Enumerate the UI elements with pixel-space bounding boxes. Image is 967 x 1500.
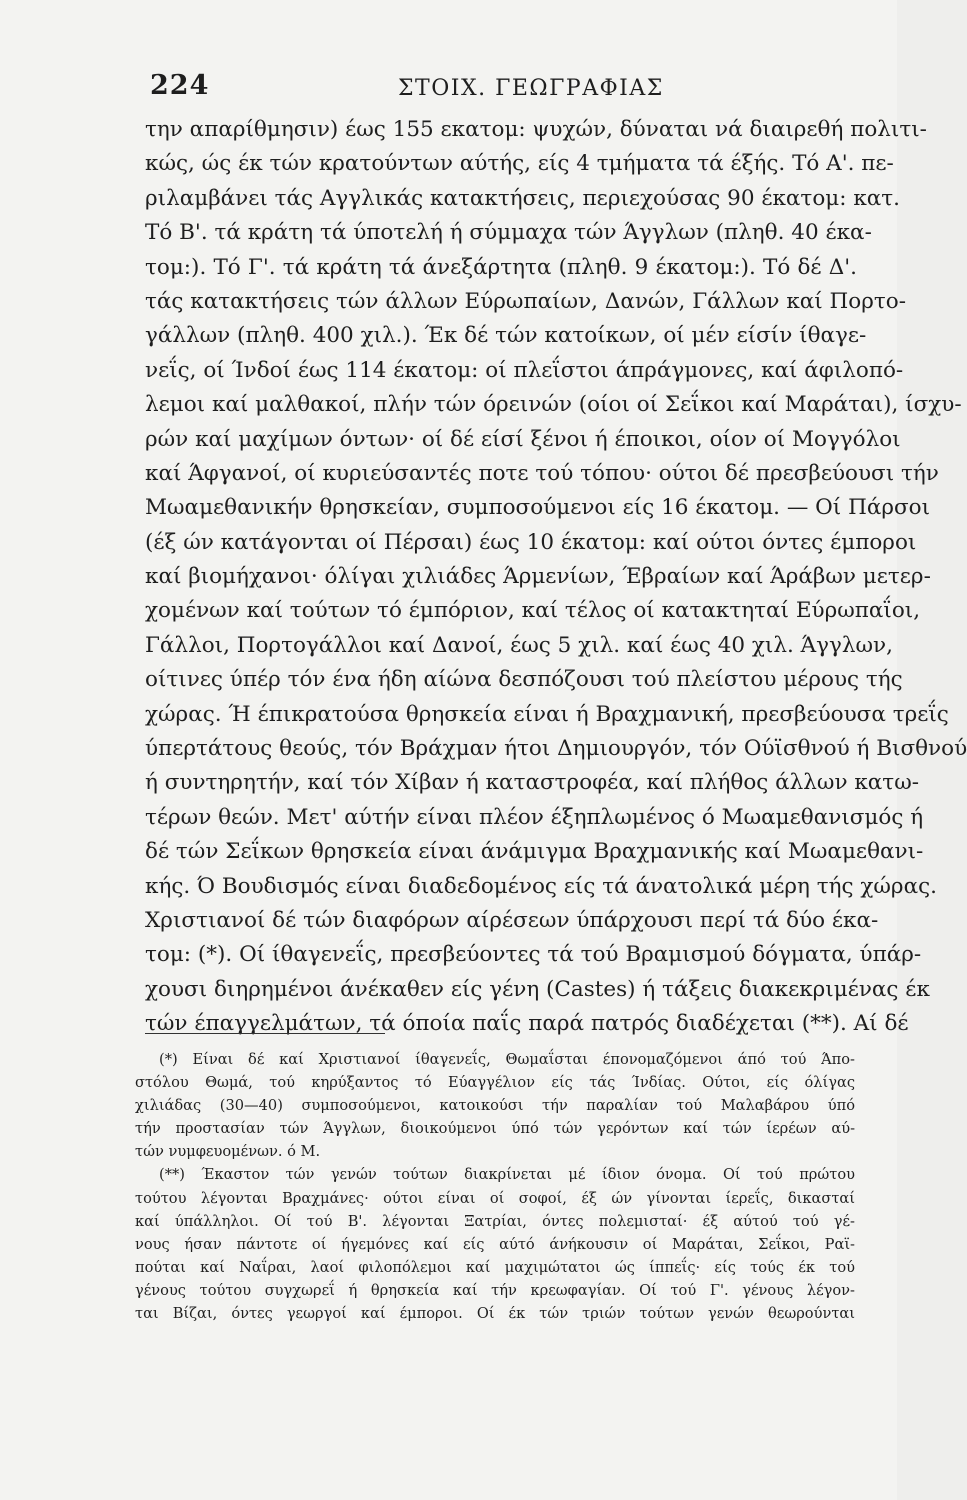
footnote-line: (*) Είναι δέ καί Χριστιανοί ίθαγενεΐς, Θωμαΐσται έπονομαζόμενοι άπό τού Άπο- [159, 1051, 855, 1068]
footnotes [135, 1048, 855, 1325]
text-line: Γάλλοι, Πορτογάλλοι καί Δανοί, έως 5 χιλ. καί έως 40 χιλ. Άγγλων, [145, 632, 893, 658]
footnote-line: πούται καί Ναΐραι, λαοί φιλοπόλεμοι καί μαχιμώτατοι ώς ίππεΐς· είς τούς έκ τού [135, 1258, 855, 1276]
page-number: 224 [150, 70, 210, 101]
text-line: (έξ ών κατάγονται οί Πέρσαι) έως 10 έκατομ: καί ούτοι όντες έμποροι [145, 529, 917, 555]
text-line: τομ:). Τό Γ'. τά κράτη τά άνεξάρτητα (πληθ. 9 έκατομ:). Τό δέ Δ'. [145, 254, 857, 280]
text-line: καί βιομήχανοι· όλίγαι χιλιάδες Άρμενίων, Έβραίων καί Άράβων μετερ- [145, 564, 931, 590]
text-line: την απαρίθμησιν) έως 155 εκατομ: ψυχών, δύναται νά διαιρεθή πολιτι- [145, 117, 927, 142]
footnote-line: γένους τούτου συγχωρεΐ ή θρησκεία καί τήν κρεωφαγίαν. Οί τού Γ'. γένους λέγον- [135, 1281, 855, 1299]
footnote-2 [135, 1163, 855, 1325]
footnote-line: τούτου λέγονται Βραχμάνες· ούτοι είναι οί σοφοί, έξ ών γίνονται ίερεΐς, δικασταί [135, 1189, 855, 1207]
text-line: κής. Ό Βουδισμός είναι διαδεδομένος είς τά άνατολικά μέρη τής χώρας. [145, 873, 937, 899]
text-line: χουσι διηρημένοι άνέκαθεν είς γένη (Castes) ή τάξεις διακεκριμένας έκ [145, 976, 930, 1002]
text-line: δέ τών Σεΐκων θρησκεία είναι άνάμιγμα Βραχμανικής καί Μωαμεθανι- [145, 839, 924, 865]
footnote-line: τών νυμφευομένων. ό Μ. [135, 1143, 321, 1161]
footnote-line: ται Βίζαι, όντες γεωργοί καί έμποροι. Οί έκ τών τριών τούτων γενών θεωρούνται [135, 1305, 855, 1323]
text-line: Χριστιανοί δέ τών διαφόρων αίρέσεων ύπάρχουσι περί τά δύο έκα- [145, 907, 879, 933]
text-line: τέρων θεών. Μετ' αύτήν είναι πλέον έξηπλωμένος ό Μωαμεθανισμός ή [145, 804, 924, 830]
text-line: τών έπαγγελμάτων, τά όποία παΐς παρά πατρός διαδέχεται (**). Αί δέ [145, 1011, 909, 1037]
text-line: οίτινες ύπέρ τόν ένα ήδη αίώνα δεσπόζουσι τού πλείστου μέρους τής [145, 667, 903, 693]
text-line: χώρας. Ή έπικρατούσα θρησκεία είναι ή Βραχμανική, πρεσβεύουσα τρεΐς [145, 701, 949, 727]
text-line: ρών καί μαχίμων όντων· οί δέ είσί ξένοι ή έποικοι, οίον οί Μογγόλοι [145, 426, 901, 452]
text-line: λεμοι καί μαλθακοί, πλήν τών όρεινών (οίοι οί Σεΐκοι καί Μαράται), ίσχυ- [145, 392, 962, 418]
page-header [150, 70, 850, 110]
footnote-line: χιλιάδας (30—40) συμποσούμενοι, κατοικούσι τήν παραλίαν τού Μαλαβάρου ύπό [135, 1097, 855, 1115]
footnote-line: καί ύπάλληλοι. Οί τού Β'. λέγονται Ξατρίαι, όντες πολεμισταί· έξ αύτού τού γέ- [135, 1212, 855, 1230]
text-line: τάς κατακτήσεις τών άλλων Εύρωπαίων, Δανών, Γάλλων καί Πορτο- [145, 288, 906, 314]
footnote-line: (**) Έκαστον τών γενών τούτων διακρίνεται μέ ίδιον όνομα. Οί τού πρώτου [159, 1166, 855, 1184]
text-line: Τό Β'. τά κράτη τά ύποτελή ή σύμμαχα τών Άγγλων (πληθ. 40 έκα- [145, 220, 872, 246]
text-line: τομ: (*). Οί ίθαγενεΐς, πρεσβεύοντες τά τού Βραμισμού δόγματα, ύπάρ- [145, 942, 922, 968]
text-line: ριλαμβάνει τάς Αγγλικάς κατακτήσεις, περιεχούσας 90 έκατομ: κατ. [145, 185, 900, 211]
text-line: καί Άφγανοί, οί κυριεύσαντές ποτε τού τόπου· ούτοι δέ πρεσβεύουσι τήν [145, 460, 939, 486]
footnote-divider [145, 1033, 385, 1034]
text-line: κώς, ώς έκ τών κρατούντων αύτής, είς 4 τμήματα τά έξής. Τό Α'. πε- [145, 151, 894, 177]
footnote-line: στόλου Θωμά, τού κηρύξαντος τό Εύαγγέλιον είς τάς Ίνδίας. Ούτοι, είς όλίγας [135, 1074, 855, 1092]
running-title: ΣΤΟΙΧ. ΓΕΩΓΡΑΦΙΑΣ [398, 76, 664, 101]
footnote-1 [135, 1048, 855, 1163]
main-text [145, 113, 967, 1042]
text-line: Μωαμεθανικήν θρησκείαν, συμποσούμενοι είς 16 έκατομ. — Οί Πάρσοι [145, 495, 931, 521]
footnote-line: τήν προστασίαν τών Άγγλων, διοικούμενοι ύπό τών γερόντων καί τών ίερέων αύ- [135, 1120, 855, 1138]
text-line: χομένων καί τούτων τό έμπόριον, καί τέλος οί κατακτηταί Εύρωπαΐοι, [145, 598, 921, 624]
text-line: νεΐς, οί Ίνδοί έως 114 έκατομ: οί πλεΐστοι άπράγμονες, καί άφιλοπό- [145, 357, 904, 383]
footnote-line: νους ήσαν πάντοτε οί ήγεμόνες καί είς αύτό άνήκουσιν οί Μαράται, Σεΐκοι, Ραϊ- [135, 1235, 855, 1253]
text-line: ύπερτάτους θεούς, τόν Βράχμαν ήτοι Δημιουργόν, τόν Ούϊσθνού ή Βισθνού [145, 736, 967, 762]
text-line: γάλλων (πληθ. 400 χιλ.). Έκ δέ τών κατοίκων, οί μέν είσίν ίθαγε- [145, 323, 867, 349]
text-line: ή συντηρητήν, καί τόν Χίβαν ή καταστροφέα, καί πλήθος άλλων κατω- [145, 770, 919, 796]
